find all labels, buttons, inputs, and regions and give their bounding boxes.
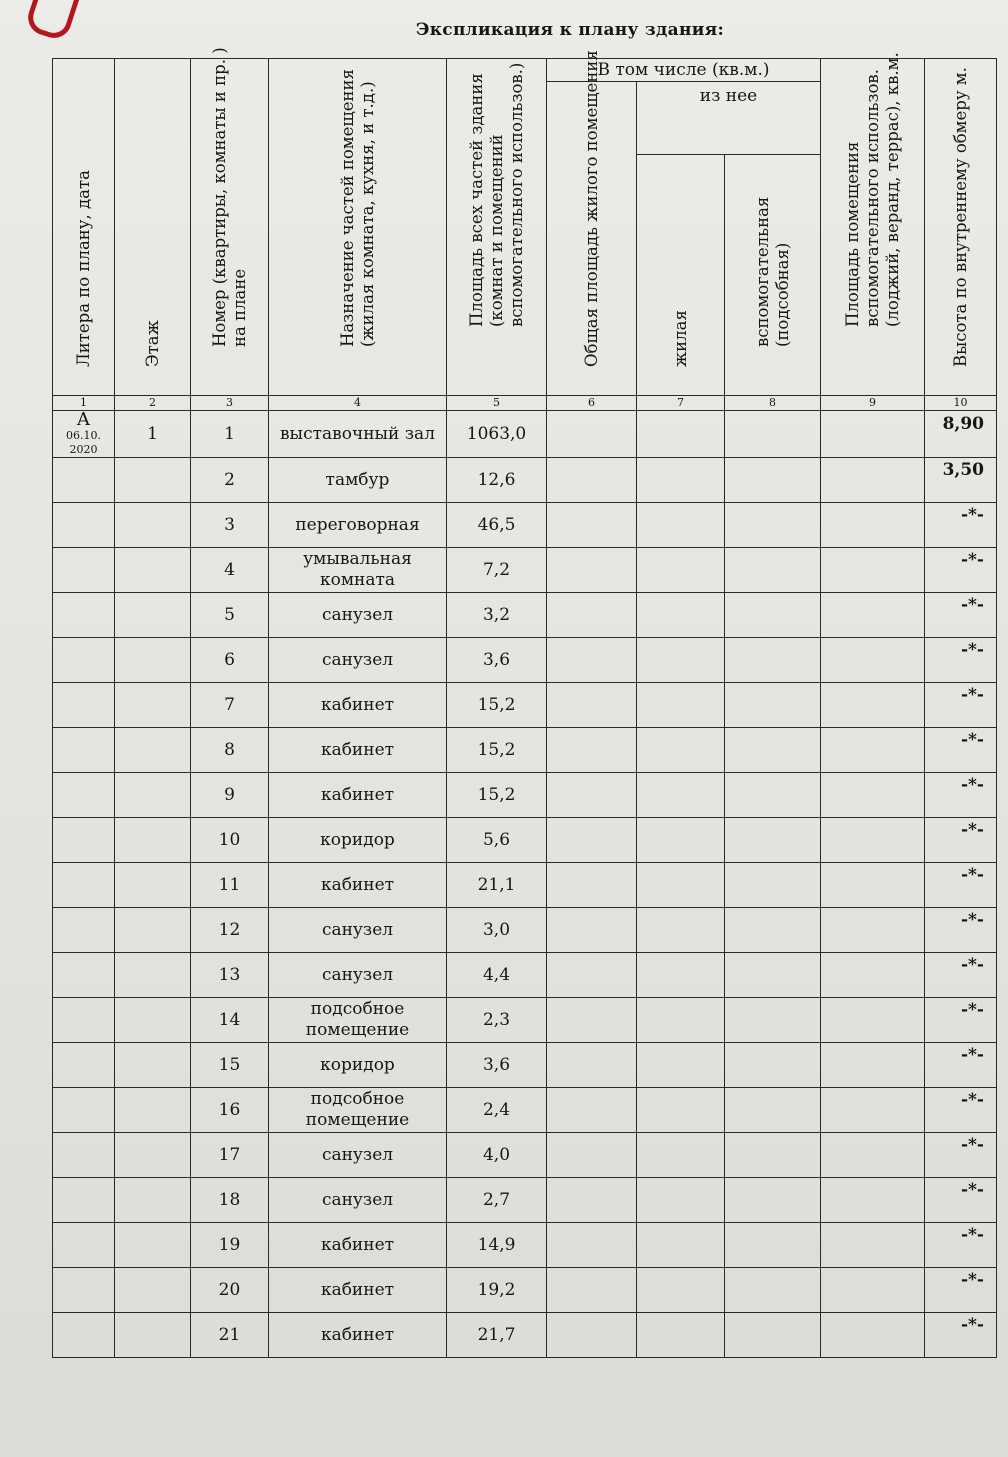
- cell-height: [925, 1133, 997, 1178]
- cell-room-purpose: кабинет: [269, 1268, 447, 1313]
- cell-living-total: [547, 503, 637, 548]
- cell-living-total: [547, 1133, 637, 1178]
- cell-litera: [53, 1313, 115, 1358]
- cell-height: [925, 458, 997, 503]
- cell-utility: [725, 863, 821, 908]
- height-value: -*-: [960, 1090, 984, 1110]
- header-subgroup-of-which: из нее: [637, 82, 821, 155]
- header-living: жилая: [637, 155, 725, 396]
- cell-living-total: [547, 728, 637, 773]
- column-number: 3: [191, 396, 269, 411]
- cell-area: 3,6: [447, 638, 547, 683]
- cell-height: [925, 683, 997, 728]
- cell-area: 21,1: [447, 863, 547, 908]
- table-row: [53, 908, 997, 953]
- cell-area: 15,2: [447, 773, 547, 818]
- header-height: Высота по внутреннему обмеру м.: [925, 59, 997, 396]
- cell-auxiliary: [821, 1223, 925, 1268]
- cell-living-total: [547, 638, 637, 683]
- cell-litera: [53, 1043, 115, 1088]
- height-value: -*-: [960, 1000, 984, 1020]
- cell-floor: [115, 638, 191, 683]
- cell-room-number: 13: [191, 953, 269, 998]
- cell-floor: [115, 503, 191, 548]
- cell-living-total: [547, 998, 637, 1043]
- cell-living-total: [547, 1088, 637, 1133]
- cell-room-number: 7: [191, 683, 269, 728]
- cell-living: [637, 503, 725, 548]
- cell-litera: [53, 638, 115, 683]
- cell-height: [925, 1178, 997, 1223]
- cell-room-purpose: выставочный зал: [269, 411, 447, 458]
- column-number: 4: [269, 396, 447, 411]
- cell-litera: [53, 818, 115, 863]
- cell-litera: [53, 1268, 115, 1313]
- cell-auxiliary: [821, 1268, 925, 1313]
- column-number: 7: [637, 396, 725, 411]
- cell-floor: [115, 1178, 191, 1223]
- cell-room-number: 1: [191, 411, 269, 458]
- cell-utility: [725, 593, 821, 638]
- cell-height: [925, 1043, 997, 1088]
- table-row: [53, 503, 997, 548]
- cell-auxiliary: [821, 1133, 925, 1178]
- height-value: -*-: [960, 865, 984, 885]
- table-row: [53, 863, 997, 908]
- height-value: 8,90: [942, 414, 984, 434]
- column-numbers-row: [53, 396, 997, 411]
- cell-height: [925, 998, 997, 1043]
- cell-area: 15,2: [447, 728, 547, 773]
- table-row: [53, 1133, 997, 1178]
- cell-utility: [725, 1043, 821, 1088]
- cell-room-number: 12: [191, 908, 269, 953]
- cell-living-total: [547, 1223, 637, 1268]
- cell-room-purpose: коридор: [269, 1043, 447, 1088]
- cell-auxiliary: [821, 503, 925, 548]
- cell-utility: [725, 1088, 821, 1133]
- column-number: 1: [53, 396, 115, 411]
- cell-area: 4,0: [447, 1133, 547, 1178]
- cell-room-purpose: подсобное помещение: [269, 1088, 447, 1133]
- cell-floor: 1: [115, 411, 191, 458]
- cell-living: [637, 1088, 725, 1133]
- cell-living-total: [547, 1178, 637, 1223]
- cell-litera: [53, 728, 115, 773]
- cell-height: [925, 1313, 997, 1358]
- height-value: -*-: [960, 595, 984, 615]
- cell-floor: [115, 1133, 191, 1178]
- cell-living: [637, 548, 725, 593]
- cell-room-purpose: кабинет: [269, 683, 447, 728]
- cell-litera: [53, 503, 115, 548]
- cell-living: [637, 593, 725, 638]
- cell-floor: [115, 953, 191, 998]
- column-number: 5: [447, 396, 547, 411]
- cell-height: [925, 1268, 997, 1313]
- height-value: -*-: [960, 1270, 984, 1290]
- cell-living-total: [547, 818, 637, 863]
- cell-living: [637, 1223, 725, 1268]
- header-total-area: Площадь всех частей здания (комнат и помещений вспомогательного использов.): [447, 59, 547, 396]
- table-row: [53, 683, 997, 728]
- cell-litera: [53, 953, 115, 998]
- header-litera: Литера по плану, дата: [53, 59, 115, 396]
- cell-room-purpose: тамбур: [269, 458, 447, 503]
- height-value: -*-: [960, 1180, 984, 1200]
- cell-height: [925, 728, 997, 773]
- cell-floor: [115, 548, 191, 593]
- height-value: -*-: [960, 640, 984, 660]
- cell-room-purpose: кабинет: [269, 773, 447, 818]
- cell-living-total: [547, 863, 637, 908]
- height-value: -*-: [960, 685, 984, 705]
- cell-utility: [725, 1133, 821, 1178]
- cell-room-purpose: санузел: [269, 638, 447, 683]
- cell-utility: [725, 1313, 821, 1358]
- height-value: -*-: [960, 550, 984, 570]
- cell-room-purpose: коридор: [269, 818, 447, 863]
- cell-living: [637, 638, 725, 683]
- cell-height: [925, 863, 997, 908]
- cell-living: [637, 683, 725, 728]
- cell-living: [637, 1178, 725, 1223]
- cell-floor: [115, 773, 191, 818]
- height-value: -*-: [960, 955, 984, 975]
- cell-living-total: [547, 953, 637, 998]
- header-auxiliary-area: Площадь помещения вспомогательного использов. (лоджий, веранд, террас), кв.м.: [821, 59, 925, 396]
- cell-area: 12,6: [447, 458, 547, 503]
- table-row: [53, 1178, 997, 1223]
- cell-auxiliary: [821, 728, 925, 773]
- header-floor: Этаж: [115, 59, 191, 396]
- header-room-purpose: Назначение частей помещения (жилая комната, кухня, и т.д.): [269, 59, 447, 396]
- cell-height: [925, 1088, 997, 1133]
- table-row: [53, 458, 997, 503]
- cell-room-number: 10: [191, 818, 269, 863]
- cell-area: 1063,0: [447, 411, 547, 458]
- cell-room-number: 17: [191, 1133, 269, 1178]
- cell-room-number: 3: [191, 503, 269, 548]
- cell-litera: [53, 908, 115, 953]
- cell-auxiliary: [821, 1088, 925, 1133]
- column-number: 10: [925, 396, 997, 411]
- cell-area: 3,0: [447, 908, 547, 953]
- cell-height: [925, 908, 997, 953]
- cell-auxiliary: [821, 818, 925, 863]
- cell-living-total: [547, 548, 637, 593]
- cell-area: 19,2: [447, 1268, 547, 1313]
- table-row: [53, 638, 997, 683]
- cell-utility: [725, 998, 821, 1043]
- cell-room-number: 15: [191, 1043, 269, 1088]
- table-row: [53, 728, 997, 773]
- cell-utility: [725, 1268, 821, 1313]
- table-row: [53, 1088, 997, 1133]
- cell-utility: [725, 503, 821, 548]
- height-value: -*-: [960, 775, 984, 795]
- cell-area: 3,6: [447, 1043, 547, 1088]
- cell-living: [637, 1133, 725, 1178]
- cell-utility: [725, 728, 821, 773]
- cell-utility: [725, 953, 821, 998]
- cell-floor: [115, 1223, 191, 1268]
- height-value: -*-: [960, 1315, 984, 1335]
- cell-area: 2,7: [447, 1178, 547, 1223]
- cell-living-total: [547, 1268, 637, 1313]
- cell-height: [925, 411, 997, 458]
- cell-living: [637, 908, 725, 953]
- cell-floor: [115, 863, 191, 908]
- height-value: -*-: [960, 730, 984, 750]
- cell-room-number: 9: [191, 773, 269, 818]
- cell-litera: [53, 548, 115, 593]
- cell-floor: [115, 683, 191, 728]
- cell-room-purpose: переговорная: [269, 503, 447, 548]
- table-row: [53, 953, 997, 998]
- cell-litera: [53, 1133, 115, 1178]
- cell-area: 4,4: [447, 953, 547, 998]
- cell-area: 2,3: [447, 998, 547, 1043]
- table-row: [53, 548, 997, 593]
- cell-living-total: [547, 458, 637, 503]
- table-row: [53, 411, 997, 458]
- cell-area: 15,2: [447, 683, 547, 728]
- cell-height: [925, 503, 997, 548]
- cell-auxiliary: [821, 773, 925, 818]
- height-value: -*-: [960, 1135, 984, 1155]
- cell-living-total: [547, 411, 637, 458]
- cell-auxiliary: [821, 953, 925, 998]
- cell-living-total: [547, 593, 637, 638]
- cell-utility: [725, 411, 821, 458]
- cell-floor: [115, 1088, 191, 1133]
- cell-living: [637, 818, 725, 863]
- cell-living: [637, 411, 725, 458]
- cell-auxiliary: [821, 458, 925, 503]
- explication-table: [52, 47, 997, 1358]
- cell-auxiliary: [821, 908, 925, 953]
- header-utility: вспомогательная (подсобная): [725, 155, 821, 396]
- height-value: -*-: [960, 910, 984, 930]
- cell-room-purpose: подсобное помещение: [269, 998, 447, 1043]
- cell-room-number: 20: [191, 1268, 269, 1313]
- height-value: -*-: [960, 820, 984, 840]
- cell-living: [637, 458, 725, 503]
- cell-auxiliary: [821, 638, 925, 683]
- table-row: [53, 593, 997, 638]
- table-row: [53, 1043, 997, 1088]
- cell-living: [637, 773, 725, 818]
- cell-litera: [53, 998, 115, 1043]
- cell-living: [637, 953, 725, 998]
- cell-room-number: 18: [191, 1178, 269, 1223]
- cell-area: 3,2: [447, 593, 547, 638]
- height-value: -*-: [960, 1045, 984, 1065]
- cell-living-total: [547, 1313, 637, 1358]
- cell-room-purpose: санузел: [269, 1133, 447, 1178]
- cell-utility: [725, 638, 821, 683]
- cell-litera: [53, 1223, 115, 1268]
- cell-living: [637, 863, 725, 908]
- column-number: 8: [725, 396, 821, 411]
- cell-utility: [725, 548, 821, 593]
- cell-auxiliary: [821, 593, 925, 638]
- cell-room-number: 21: [191, 1313, 269, 1358]
- column-number: 9: [821, 396, 925, 411]
- cell-litera: [53, 458, 115, 503]
- cell-room-purpose: санузел: [269, 908, 447, 953]
- cell-litera: [53, 1088, 115, 1133]
- table-row: [53, 1268, 997, 1313]
- cell-room-purpose: кабинет: [269, 1223, 447, 1268]
- cell-room-number: 14: [191, 998, 269, 1043]
- cell-floor: [115, 1043, 191, 1088]
- cell-height: [925, 953, 997, 998]
- height-value: 3,50: [942, 460, 984, 480]
- cell-height: [925, 773, 997, 818]
- header-group-including: В том числе (кв.м.): [547, 59, 821, 82]
- cell-room-number: 5: [191, 593, 269, 638]
- table-row: [53, 773, 997, 818]
- cell-room-number: 2: [191, 458, 269, 503]
- column-number: 6: [547, 396, 637, 411]
- cell-room-number: 4: [191, 548, 269, 593]
- cell-auxiliary: [821, 548, 925, 593]
- header-room-number: Номер (квартиры, комнаты и пр. ) на плане: [191, 59, 269, 396]
- table-body: [53, 411, 997, 1358]
- cell-room-purpose: санузел: [269, 593, 447, 638]
- cell-living-total: [547, 908, 637, 953]
- cell-living: [637, 998, 725, 1043]
- cell-area: 5,6: [447, 818, 547, 863]
- height-value: -*-: [960, 1225, 984, 1245]
- cell-auxiliary: [821, 998, 925, 1043]
- cell-auxiliary: [821, 1313, 925, 1358]
- cell-floor: [115, 458, 191, 503]
- cell-floor: [115, 728, 191, 773]
- cell-area: 14,9: [447, 1223, 547, 1268]
- cell-living: [637, 1268, 725, 1313]
- cell-area: 21,7: [447, 1313, 547, 1358]
- cell-litera: [53, 773, 115, 818]
- cell-living: [637, 1313, 725, 1358]
- cell-living-total: [547, 1043, 637, 1088]
- litera-date: 06.10. 2020: [66, 429, 101, 456]
- cell-auxiliary: [821, 1178, 925, 1223]
- cell-litera: [53, 593, 115, 638]
- cell-floor: [115, 1313, 191, 1358]
- cell-room-number: 16: [191, 1088, 269, 1133]
- table-row: [53, 818, 997, 863]
- cell-auxiliary: [821, 411, 925, 458]
- litera-value: А: [76, 409, 91, 430]
- cell-utility: [725, 1223, 821, 1268]
- cell-area: 2,4: [447, 1088, 547, 1133]
- cell-floor: [115, 908, 191, 953]
- cell-area: 46,5: [447, 503, 547, 548]
- cell-auxiliary: [821, 1043, 925, 1088]
- cell-room-purpose: кабинет: [269, 728, 447, 773]
- cell-utility: [725, 458, 821, 503]
- cell-floor: [115, 593, 191, 638]
- cell-room-purpose: кабинет: [269, 863, 447, 908]
- cell-floor: [115, 1268, 191, 1313]
- cell-floor: [115, 998, 191, 1043]
- cell-room-purpose: санузел: [269, 953, 447, 998]
- cell-utility: [725, 1178, 821, 1223]
- cell-litera: [53, 683, 115, 728]
- cell-area: 7,2: [447, 548, 547, 593]
- cell-room-number: 19: [191, 1223, 269, 1268]
- cell-utility: [725, 683, 821, 728]
- page-title: Экспликация к плану здания:: [415, 20, 725, 40]
- cell-living: [637, 728, 725, 773]
- cell-height: [925, 548, 997, 593]
- cell-living-total: [547, 773, 637, 818]
- cell-litera: [53, 863, 115, 908]
- cell-auxiliary: [821, 863, 925, 908]
- cell-height: [925, 593, 997, 638]
- cell-auxiliary: [821, 683, 925, 728]
- header-living-total: Общая площадь жилого помещения: [547, 82, 637, 396]
- height-value: -*-: [960, 505, 984, 525]
- table-row: [53, 998, 997, 1043]
- cell-room-number: 8: [191, 728, 269, 773]
- cell-utility: [725, 773, 821, 818]
- cell-utility: [725, 818, 821, 863]
- cell-height: [925, 818, 997, 863]
- cell-utility: [725, 908, 821, 953]
- cell-room-number: 11: [191, 863, 269, 908]
- cell-living-total: [547, 683, 637, 728]
- cell-room-purpose: санузел: [269, 1178, 447, 1223]
- cell-height: [925, 1223, 997, 1268]
- cell-room-purpose: умывальная комната: [269, 548, 447, 593]
- cell-room-number: 6: [191, 638, 269, 683]
- table-row: [53, 1313, 997, 1358]
- cell-room-purpose: кабинет: [269, 1313, 447, 1358]
- cell-litera: [53, 411, 115, 458]
- cell-height: [925, 638, 997, 683]
- cell-living: [637, 1043, 725, 1088]
- cell-floor: [115, 818, 191, 863]
- table-header: [53, 47, 997, 411]
- table-row: [53, 1223, 997, 1268]
- cell-litera: [53, 1178, 115, 1223]
- column-number: 2: [115, 396, 191, 411]
